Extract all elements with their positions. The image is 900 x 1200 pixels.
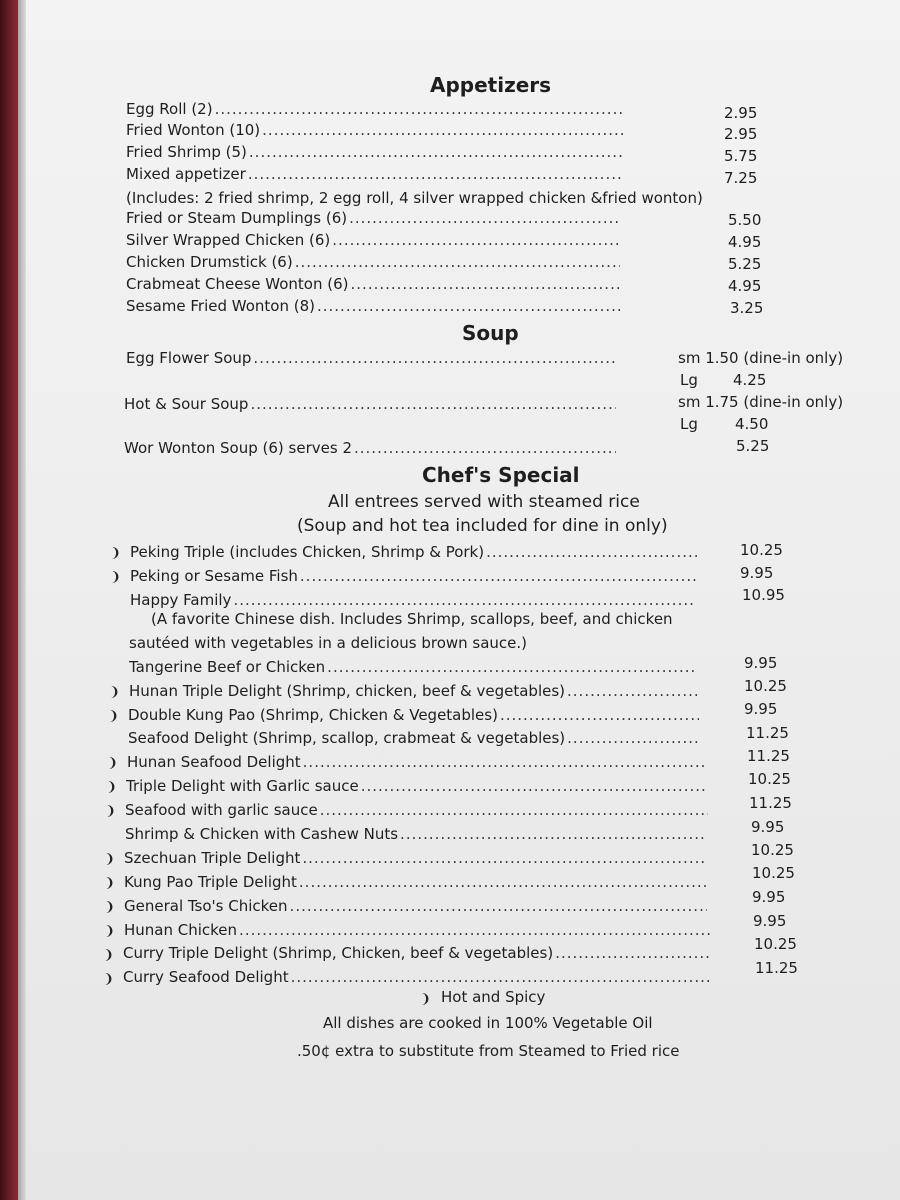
item-name: Kung Pao Triple Delight: [124, 873, 297, 891]
chefs-special-subtitle-note: (Soup and hot tea included for dine in only): [297, 516, 668, 536]
chili-pepper-icon: ❩: [104, 900, 115, 915]
soup-large-price: 4.25: [733, 371, 767, 389]
vegetable-oil-note: All dishes are cooked in 100% Vegetable Oil: [323, 1014, 653, 1032]
menu-item: [123, 944, 710, 964]
menu-item: [126, 209, 620, 229]
item-name: Curry Seafood Delight: [123, 968, 289, 986]
menu-item: [124, 897, 707, 917]
chefs-special-subtitle: All entrees served with steamed rice: [328, 492, 640, 512]
menu-item: [129, 682, 699, 702]
chili-pepper-icon: ❩: [104, 924, 115, 939]
item-price: 10.25: [751, 841, 794, 859]
item-name: Chicken Drumstick (6): [126, 253, 293, 271]
menu-item: [127, 753, 705, 773]
item-name: Fried or Steam Dumplings (6): [126, 209, 348, 227]
menu-item: [130, 543, 700, 563]
item-name: Curry Triple Delight (Shrimp, Chicken, beef & vegetables): [123, 944, 554, 962]
section-title-appetizers: Appetizers: [430, 73, 552, 97]
happy-family-note: (A favorite Chinese dish. Includes Shrimp, scallops, beef, and chicken: [151, 610, 673, 628]
chili-pepper-icon: ❩: [104, 852, 115, 867]
menu-item: [124, 395, 616, 415]
menu-item: [128, 706, 699, 726]
menu-item: [128, 729, 699, 749]
item-name: Happy Family: [130, 591, 232, 609]
chili-pepper-icon: ❩: [107, 756, 118, 771]
chili-pepper-icon: ❩: [110, 570, 121, 585]
item-name: Silver Wrapped Chicken (6): [126, 231, 331, 249]
item-name: Wor Wonton Soup (6) serves 2: [124, 439, 352, 457]
chili-pepper-icon: ❩: [103, 948, 114, 963]
menu-item: [126, 231, 620, 251]
item-price: 10.25: [748, 770, 791, 788]
item-name: Hot & Sour Soup: [124, 395, 249, 413]
item-name: Sesame Fried Wonton (8): [126, 297, 315, 315]
section-title-chefs-special: Chef's Special: [422, 463, 580, 487]
item-price: 2.95: [724, 125, 758, 143]
menu-item: [125, 801, 708, 821]
item-name: Hunan Chicken: [124, 921, 238, 939]
item-price: 9.95: [744, 654, 778, 672]
item-price: 4.95: [728, 233, 762, 251]
chili-pepper-icon: ❩: [108, 709, 119, 724]
menu-item: [130, 567, 698, 587]
item-name: Egg Roll (2): [126, 100, 213, 118]
item-name: Fried Wonton (10): [126, 121, 261, 139]
soup-large-price: 4.50: [735, 415, 769, 433]
item-price: 9.95: [744, 700, 778, 718]
item-name: General Tso's Chicken: [124, 897, 288, 915]
item-price: 5.25: [728, 255, 762, 273]
item-price: 9.95: [753, 912, 787, 930]
menu-item: [124, 439, 616, 459]
menu-item: [125, 825, 706, 845]
menu-item: [124, 921, 710, 941]
item-name: Shrimp & Chicken with Cashew Nuts: [125, 825, 399, 843]
chili-pepper-icon: ❩: [104, 876, 115, 891]
menu-item: [126, 253, 620, 273]
fried-rice-note: .50¢ extra to substitute from Steamed to Fried rice: [297, 1042, 680, 1060]
happy-family-note: sautéed with vegetables in a delicious brown sauce.): [129, 634, 528, 652]
menu-item: [126, 121, 624, 141]
item-price: 2.95: [724, 104, 758, 122]
soup-large-label: Lg: [680, 371, 698, 389]
item-price: 5.75: [724, 147, 758, 165]
item-name: Hunan Seafood Delight: [127, 753, 301, 771]
chili-pepper-icon: ❩: [420, 992, 431, 1007]
menu-item: [124, 873, 707, 893]
item-name: Crabmeat Cheese Wonton (6): [126, 275, 349, 293]
spicy-legend: Hot and Spicy: [441, 988, 546, 1006]
soup-large-label: Lg: [680, 415, 698, 433]
item-price: 9.95: [752, 888, 786, 906]
chili-pepper-icon: ❩: [106, 780, 117, 795]
item-price: 9.95: [740, 564, 774, 582]
item-price: 5.50: [728, 211, 762, 229]
soup-small-price: sm 1.75 (dine-in only): [678, 393, 844, 411]
menu-item: [130, 591, 696, 611]
soup-small-price: sm 1.50 (dine-in only): [678, 349, 844, 367]
menu-item: [129, 658, 695, 678]
menu-item: [126, 165, 622, 185]
item-price: 11.25: [749, 794, 792, 812]
menu-item: [123, 968, 712, 988]
item-name: Egg Flower Soup: [126, 349, 252, 367]
menu-item: [126, 275, 620, 295]
item-price: 7.25: [724, 169, 758, 187]
item-price: 10.25: [752, 864, 795, 882]
chili-pepper-icon: ❩: [105, 804, 116, 819]
item-price: 11.25: [747, 747, 790, 765]
menu-item: [126, 349, 616, 369]
item-price: 10.25: [744, 677, 787, 695]
menu-item: [126, 100, 624, 120]
item-price: 3.25: [730, 299, 764, 317]
menu-item: [126, 297, 620, 317]
menu-item: [126, 777, 706, 797]
item-name: Hunan Triple Delight (Shrimp, chicken, beef & vegetables): [129, 682, 566, 700]
item-name: Seafood Delight (Shrimp, scallop, crabmeat & vegetables): [128, 729, 566, 747]
item-name: Peking Triple (includes Chicken, Shrimp & Pork): [130, 543, 485, 561]
menu-binder-edge: [0, 0, 18, 1200]
item-name: Peking or Sesame Fish: [130, 567, 298, 585]
item-name: Fried Shrimp (5): [126, 143, 247, 161]
item-name: Double Kung Pao (Shrimp, Chicken & Vegetables): [128, 706, 498, 724]
item-name: Triple Delight with Garlic sauce: [126, 777, 359, 795]
item-price: 4.95: [728, 277, 762, 295]
chili-pepper-icon: ❩: [109, 685, 120, 700]
item-name: Mixed appetizer: [126, 165, 246, 183]
mixed-appetizer-note: (Includes: 2 fried shrimp, 2 egg roll, 4 silver wrapped chicken &fried wonton): [126, 189, 703, 207]
menu-item: [124, 849, 707, 869]
item-price: 11.25: [746, 724, 789, 742]
item-price: 10.25: [754, 935, 797, 953]
item-price: 10.25: [740, 541, 783, 559]
section-title-soup: Soup: [462, 321, 519, 345]
item-price: 10.95: [742, 586, 785, 604]
chili-pepper-icon: ❩: [103, 972, 114, 987]
item-price: 5.25: [736, 437, 770, 455]
item-price: 9.95: [751, 818, 785, 836]
item-name: Szechuan Triple Delight: [124, 849, 301, 867]
binder-shadow: [18, 0, 26, 1200]
menu-item: [126, 143, 622, 163]
item-name: Tangerine Beef or Chicken: [129, 658, 326, 676]
chili-pepper-icon: ❩: [110, 546, 121, 561]
item-name: Seafood with garlic sauce: [125, 801, 318, 819]
item-price: 11.25: [755, 959, 798, 977]
